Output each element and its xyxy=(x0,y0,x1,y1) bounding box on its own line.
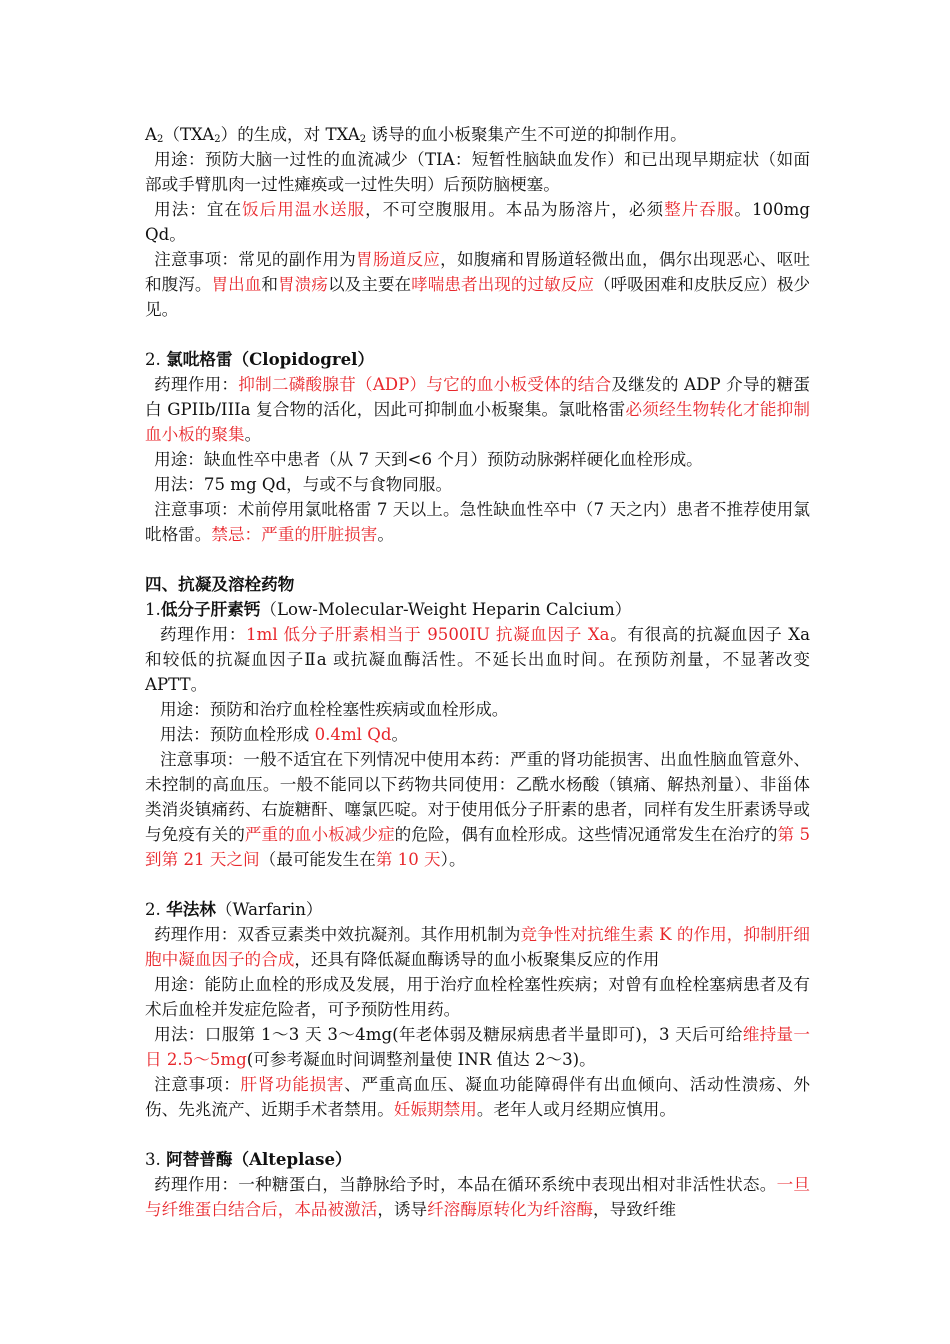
warfarin-title: 2. 华法林（Warfarin） xyxy=(145,899,323,919)
lmwh-usage: 用法：预防血栓形成 0.4ml Qd。 xyxy=(159,725,409,744)
aspirin-mechanism-line: $A_2(TXA_2)$的生成，对 $TXA_2$ 诱导的血小板聚集产生不可逆的抑制作用。 xyxy=(145,125,687,145)
warfarin-use: 用途：能防止血栓的形成及发展，用于治疗血栓栓塞性疾病；对曾有血栓栓塞病患者及有术后血栓并发症危险者，可予预防性用药。 xyxy=(145,975,810,1019)
lmwh-notes: 注意事项：一般不适宜在下列情况中使用本药：严重的肾功能损害、出血性脑血管意外、未控制的高血压。一般不能同以下药物共同使用：乙酰水杨酸（镇痛、解热剂量）、非甾体类消炎镇痛药、右旋糖酐、噻氯匹啶。对于使用低分子肝素的患者，同样有发生肝素诱导或与免疫有关的严重的血小板减少症的危险，偶有血栓形成。这些情况通常发生在治疗的第 5 到第 21 天之间（最可能发生在第 10 天）。 xyxy=(145,750,811,869)
alteplase-title: 3. 阿替普酶（Alteplase） xyxy=(145,1149,352,1169)
document-page xyxy=(145,122,810,1222)
clopidogrel-title: 2. 氯吡格雷（Clopidogrel） xyxy=(145,349,375,369)
warfarin-usage: 用法：口服第 1～3 天 3～4mg(年老体弱及糖尿病患者半量即可)，3 天后可给维持量一日 2.5～5mg(可参考凝血时间调整剂量使 INR 值达 2～3)。 xyxy=(145,1025,810,1069)
lmwh-pharmacology: 药理作用：1ml 低分子肝素相当于 9500IU 抗凝血因子 Xa。有很高的抗凝血因子 Xa 和较低的抗凝血因子Ⅱa 或抗凝血酶活性。不延长出血时间。在预防剂量，不显著改变 APTT。 xyxy=(145,625,811,694)
aspirin-use: 用途：预防大脑一过性的血流减少（TIA：短暂性脑缺血发作）和已出现早期症状（如面部或手臂肌肉一过性瘫痪或一过性失明）后预防脑梗塞。 xyxy=(145,150,810,194)
clopidogrel-usage: 用法：75 mg Qd，与或不与食物同服。 xyxy=(154,475,453,494)
section-heading-anticoagulant: 四、抗凝及溶栓药物 xyxy=(145,574,295,594)
lmwh-title: 1.低分子肝素钙（Low-Molecular-Weight Heparin Calcium） xyxy=(145,599,632,619)
clopidogrel-pharmacology: 药理作用：抑制二磷酸腺苷（ADP）与它的血小板受体的结合及继发的 ADP 介导的糖蛋白 GPIIb/IIIa 复合物的活化，因此可抑制血小板聚集。氯吡格雷必须经生物转化才能抑制血小板的聚集。 xyxy=(145,375,811,444)
clopidogrel-notes: 注意事项：术前停用氯吡格雷 7 天以上。急性缺血性卒中（7 天之内）患者不推荐使用氯吡格雷。禁忌：严重的肝脏损害。 xyxy=(145,500,810,544)
aspirin-usage: 用法：宜在饭后用温水送服，不可空腹服用。本品为肠溶片，必须整片吞服。100mg Qd。 xyxy=(145,200,811,244)
aspirin-notes: 注意事项：常见的副作用为胃肠道反应，如腹痛和胃肠道轻微出血，偶尔出现恶心、呕吐和腹泻。胃出血和胃溃疡以及主要在哮喘患者出现的过敏反应（呼吸困难和皮肤反应）极少见。 xyxy=(145,250,811,319)
warfarin-notes: 注意事项：肝肾功能损害、严重高血压、凝血功能障碍伴有出血倾向、活动性溃疡、外伤、先兆流产、近期手术者禁用。妊娠期禁用。老年人或月经期应慎用。 xyxy=(145,1075,811,1119)
alteplase-pharmacology: 药理作用：一种糖蛋白，当静脉给予时，本品在循环系统中表现出相对非活性状态。一旦与纤维蛋白结合后，本品被激活，诱导纤溶酶原转化为纤溶酶，导致纤维 xyxy=(145,1175,811,1219)
lmwh-use: 用途：预防和治疗血栓栓塞性疾病或血栓形成。 xyxy=(159,700,509,719)
warfarin-pharmacology: 药理作用：双香豆素类中效抗凝剂。其作用机制为竞争性对抗维生素 K 的作用，抑制肝细胞中凝血因子的合成，还具有降低凝血酶诱导的血小板聚集反应的作用 xyxy=(145,925,811,969)
clopidogrel-use: 用途：缺血性卒中患者（从 7 天到<6 个月）预防动脉粥样硬化血栓形成。 xyxy=(154,450,703,469)
